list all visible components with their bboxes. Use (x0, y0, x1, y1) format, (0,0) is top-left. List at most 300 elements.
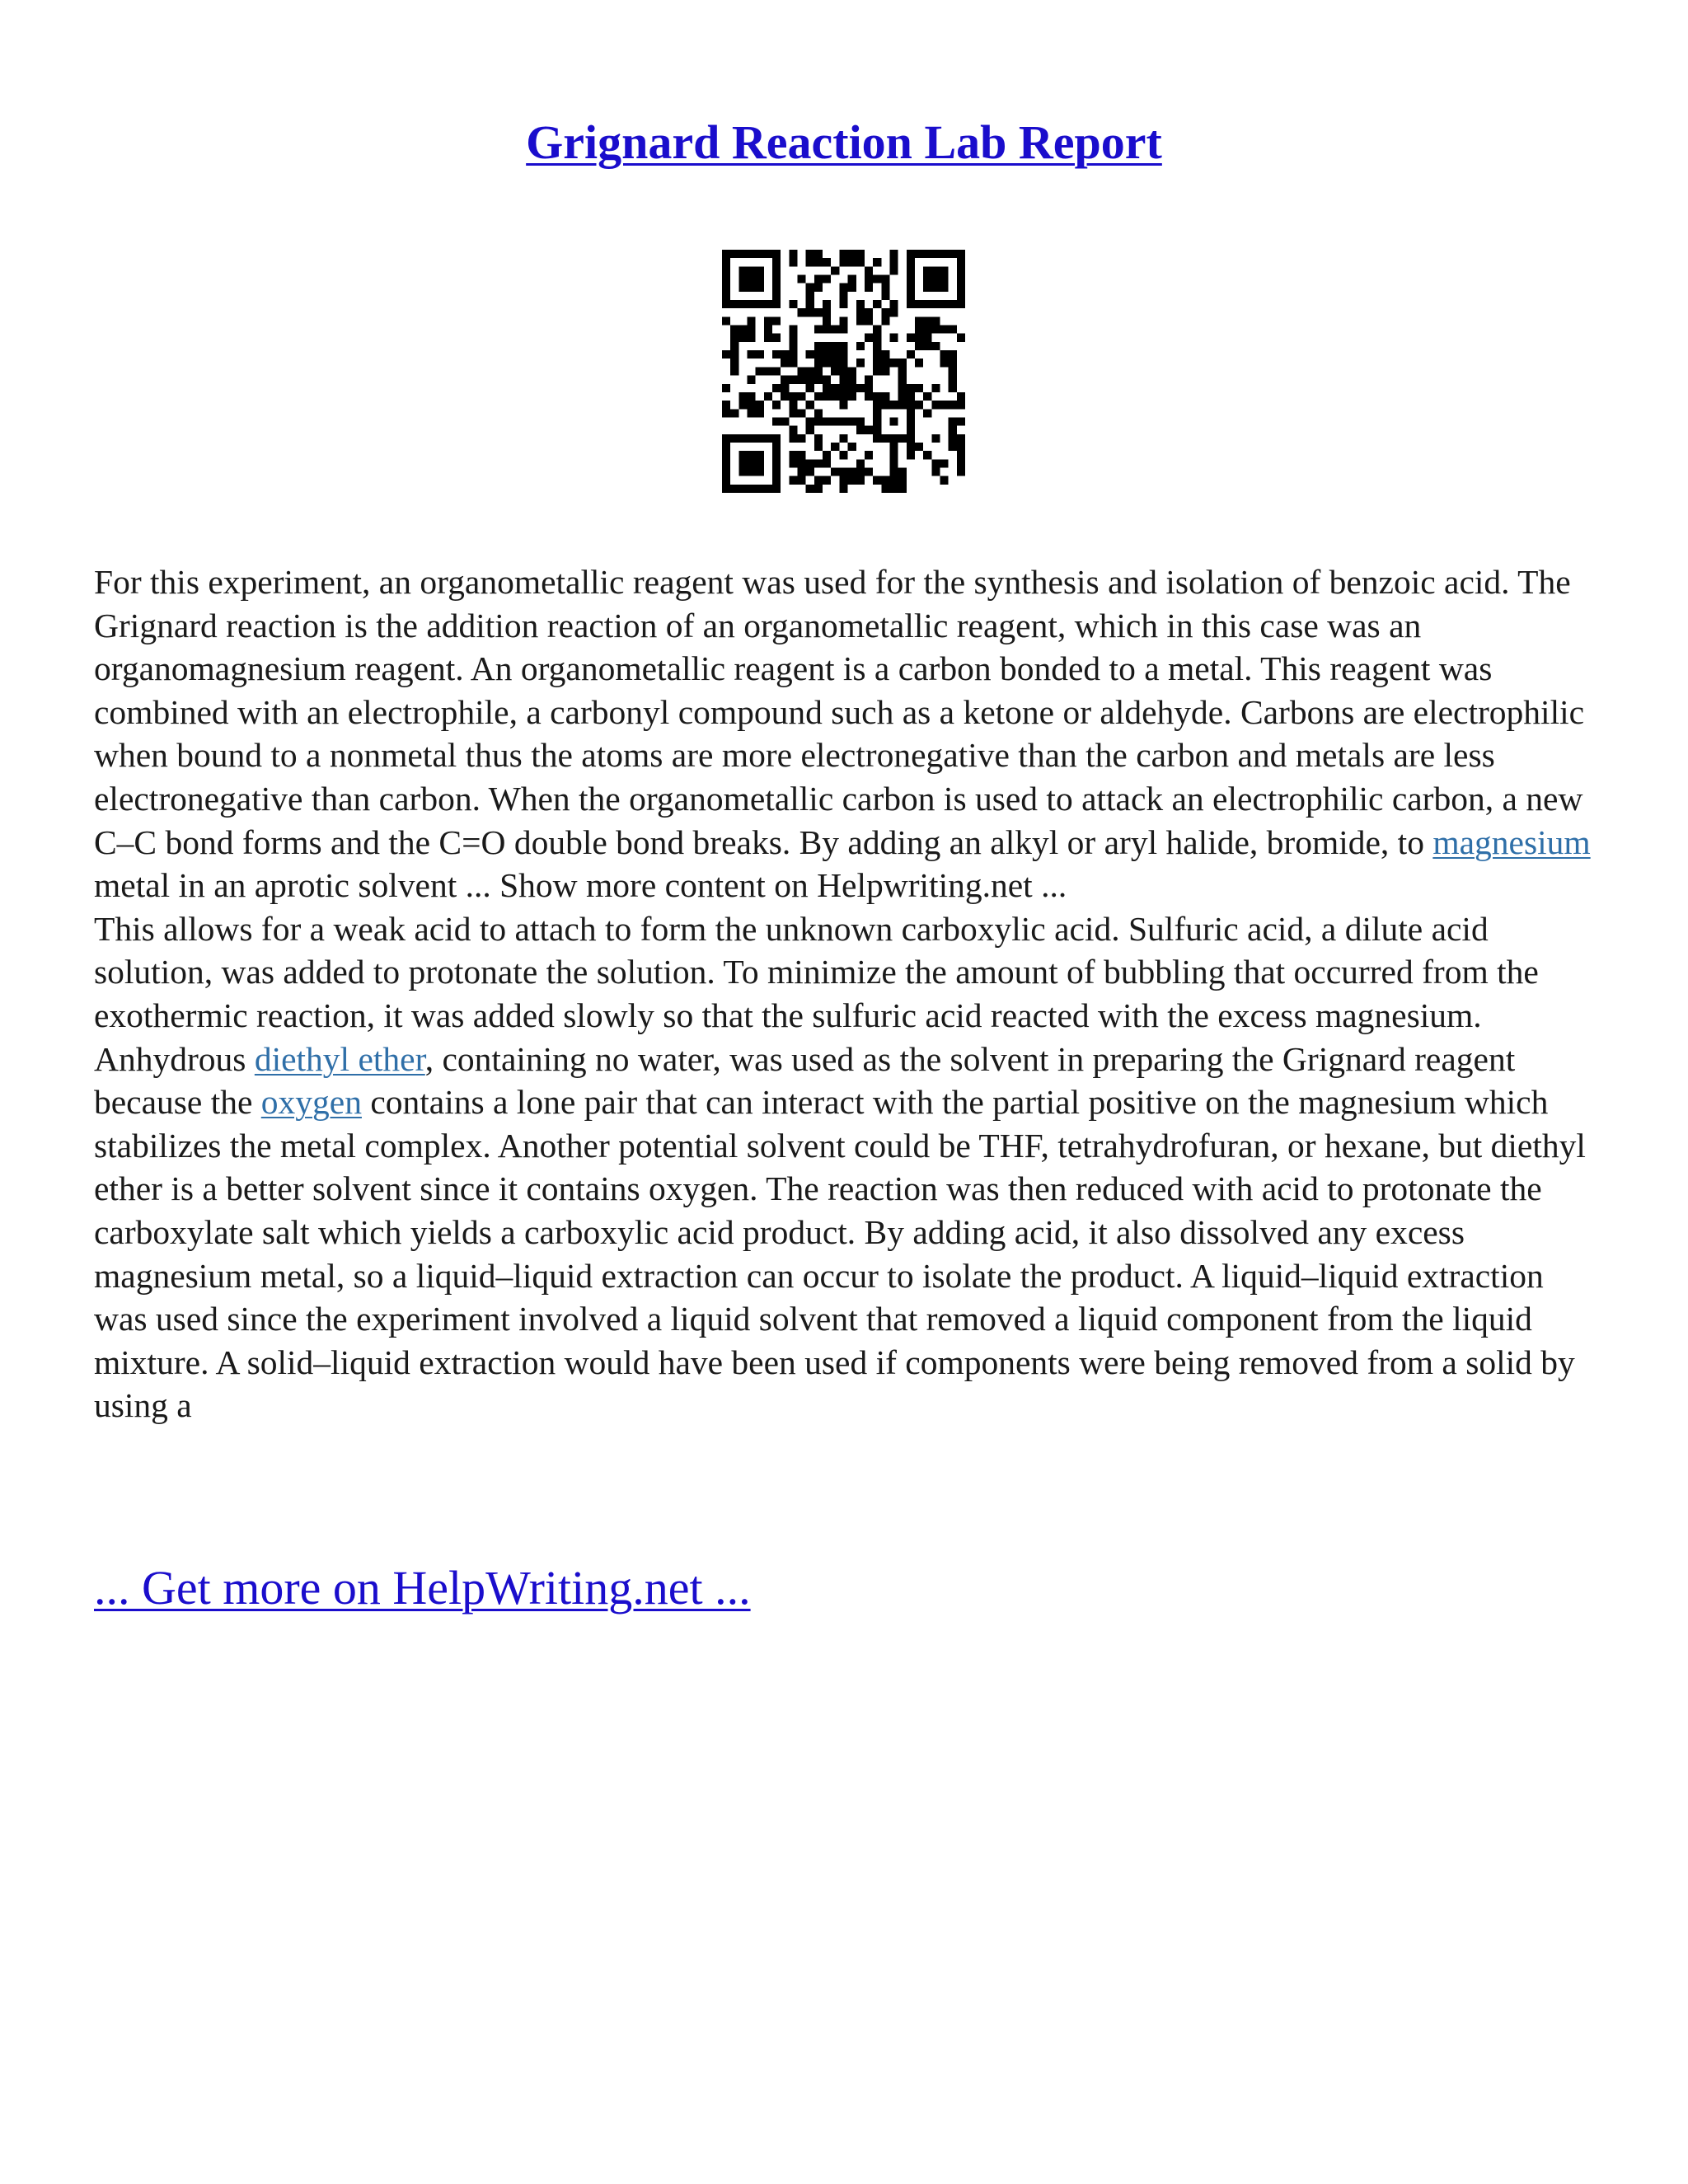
qr-module (738, 467, 747, 476)
qr-module (915, 326, 923, 334)
qr-module (730, 334, 738, 342)
qr-module (923, 342, 931, 350)
qr-module (772, 384, 781, 392)
qr-module (789, 326, 797, 334)
qr-module (923, 316, 931, 325)
qr-module (756, 350, 764, 359)
qr-module (865, 275, 873, 284)
qr-module (873, 300, 881, 308)
qr-module (730, 350, 738, 359)
qr-module (839, 284, 847, 292)
qr-module (789, 359, 797, 367)
qr-module (931, 300, 940, 308)
qr-module (923, 275, 931, 284)
qr-module (881, 434, 889, 443)
qr-module (756, 284, 764, 292)
qr-module (823, 326, 831, 334)
qr-module (848, 284, 856, 292)
qr-module (881, 350, 889, 359)
paragraph-1-text-a: For this experiment, an organometallic reagent was used for the synthesis and isolation of benzoic acid. The Grignard reaction is the addition reaction of an organometallic reagent, which in this case was an organomagnesium reagent. An organometallic reagent is a carbon bonded to a metal. This reagent was combined with an electrophile, a carbonyl compound such as a ketone or aldehyde. Carbons are electrophilic when bound to a nonmetal thus the atoms are more electronegative than the carbon and metals are less electronegative than carbon. When the organometallic carbon is used to attack an electrophilic carbon, a new C–C bond forms and the C=O double bond breaks. By adding an alkyl or aryl halide, bromide, to (94, 563, 1585, 861)
qr-module (748, 316, 756, 325)
qr-module (722, 266, 730, 274)
qr-module (772, 434, 781, 443)
qr-module (756, 250, 764, 258)
qr-module (738, 266, 747, 274)
qr-module (949, 300, 957, 308)
page-title (0, 114, 1688, 171)
qr-module (789, 300, 797, 308)
qr-module (738, 275, 747, 284)
qr-module (738, 284, 747, 292)
qr-module (722, 284, 730, 292)
qr-module (722, 258, 730, 266)
qr-module (772, 250, 781, 258)
qr-module (865, 316, 873, 325)
qr-module (730, 342, 738, 350)
qr-module (722, 401, 730, 409)
qr-module (722, 459, 730, 467)
qr-module (898, 367, 907, 375)
qr-module (848, 392, 856, 401)
qr-module (798, 476, 806, 485)
qr-module (823, 342, 831, 350)
qr-module (814, 350, 823, 359)
qr-module (764, 367, 772, 375)
qr-module (722, 316, 730, 325)
qr-module (931, 266, 940, 274)
qr-module (823, 459, 831, 467)
qr-module (907, 417, 915, 425)
qr-module (748, 409, 756, 417)
qr-module (873, 367, 881, 375)
qr-module (907, 392, 915, 401)
qr-module (915, 443, 923, 451)
qr-module (814, 326, 823, 334)
qr-module (772, 451, 781, 459)
qr-module (806, 350, 814, 359)
qr-module (957, 292, 965, 300)
qr-module (748, 300, 756, 308)
qr-module (949, 250, 957, 258)
qr-module (814, 308, 823, 316)
qr-module (889, 434, 898, 443)
qr-module (806, 467, 814, 476)
title-link[interactable]: Grignard Reaction Lab Report (526, 115, 1162, 169)
qr-module (923, 392, 931, 401)
qr-module (881, 316, 889, 325)
qr-module (949, 367, 957, 375)
qr-module (789, 426, 797, 434)
qr-module (722, 409, 730, 417)
qr-module (881, 392, 889, 401)
qr-module (772, 284, 781, 292)
qr-module (814, 342, 823, 350)
qr-module (798, 467, 806, 476)
qr-module (823, 308, 831, 316)
diethyl-ether-link[interactable]: diethyl ether (254, 1039, 425, 1078)
qr-module (756, 367, 764, 375)
qr-module (789, 434, 797, 443)
qr-module (898, 485, 907, 493)
qr-module (722, 300, 730, 308)
qr-module (748, 350, 756, 359)
qr-module (940, 250, 948, 258)
qr-module (781, 417, 789, 425)
qr-module (848, 275, 856, 284)
qr-module (915, 342, 923, 350)
qr-code-image (722, 250, 965, 493)
qr-module (756, 266, 764, 274)
qr-module (814, 392, 823, 401)
qr-module (923, 300, 931, 308)
qr-module (831, 467, 839, 476)
qr-module (949, 359, 957, 367)
qr-module (798, 392, 806, 401)
qr-module (848, 417, 856, 425)
qr-module (798, 367, 806, 375)
qr-module (881, 308, 889, 316)
qr-module (772, 367, 781, 375)
qr-module (839, 417, 847, 425)
qr-module (889, 451, 898, 459)
qr-module (889, 443, 898, 451)
qr-module (957, 334, 965, 342)
qr-module (764, 392, 772, 401)
qr-module (949, 417, 957, 425)
qr-module (865, 308, 873, 316)
qr-module (823, 350, 831, 359)
qr-module (798, 409, 806, 417)
qr-module (873, 417, 881, 425)
qr-module (957, 417, 965, 425)
qr-module (738, 326, 747, 334)
qr-module (889, 258, 898, 266)
qr-module (881, 275, 889, 284)
qr-module (931, 434, 940, 443)
qr-module (957, 266, 965, 274)
qr-module (814, 443, 823, 451)
qr-module (806, 250, 814, 258)
qr-module (806, 258, 814, 266)
qr-module (898, 384, 907, 392)
qr-module (823, 359, 831, 367)
qr-module (722, 384, 730, 392)
qr-module (949, 384, 957, 392)
qr-module (907, 350, 915, 359)
qr-module (889, 308, 898, 316)
qr-module (722, 350, 730, 359)
qr-module (957, 401, 965, 409)
qr-module (730, 359, 738, 367)
qr-module (865, 376, 873, 384)
qr-module (931, 316, 940, 325)
qr-module (789, 350, 797, 359)
qr-module (789, 342, 797, 350)
qr-module (748, 266, 756, 274)
paragraph-2 (94, 907, 1602, 1427)
qr-module (957, 300, 965, 308)
qr-module (931, 342, 940, 350)
qr-module (856, 459, 865, 467)
qr-module (957, 275, 965, 284)
qr-module (831, 266, 839, 274)
qr-module (814, 376, 823, 384)
qr-module (873, 275, 881, 284)
qr-module (865, 384, 873, 392)
qr-module (940, 326, 948, 334)
qr-module (823, 376, 831, 384)
qr-module (772, 316, 781, 325)
qr-module (738, 485, 747, 493)
qr-module (772, 401, 781, 409)
qr-module (730, 367, 738, 375)
qr-module (848, 367, 856, 375)
qr-module (931, 326, 940, 334)
qr-module (738, 401, 747, 409)
qr-module (781, 359, 789, 367)
qr-module (789, 409, 797, 417)
qr-module (798, 451, 806, 459)
qr-module (772, 266, 781, 274)
qr-module (748, 284, 756, 292)
qr-module (889, 359, 898, 367)
qr-module (957, 451, 965, 459)
qr-module (756, 434, 764, 443)
qr-module (722, 451, 730, 459)
qr-module (907, 334, 915, 342)
qr-module (738, 459, 747, 467)
qr-module (839, 258, 847, 266)
qr-module (756, 485, 764, 493)
qr-module (764, 326, 772, 334)
qr-module (881, 292, 889, 300)
qr-module (730, 434, 738, 443)
qr-module (831, 443, 839, 451)
qr-module (730, 409, 738, 417)
qr-module (839, 300, 847, 308)
qr-module (814, 275, 823, 284)
qr-module (839, 476, 847, 485)
qr-module (907, 426, 915, 434)
qr-module (764, 250, 772, 258)
qr-module (789, 376, 797, 384)
qr-module (915, 250, 923, 258)
qr-module (831, 367, 839, 375)
qr-module (865, 467, 873, 476)
qr-module (907, 451, 915, 459)
qr-module (806, 384, 814, 392)
qr-module (931, 459, 940, 467)
qr-module (823, 316, 831, 325)
qr-module (907, 434, 915, 443)
oxygen-link[interactable]: oxygen (260, 1083, 362, 1122)
qr-module (931, 284, 940, 292)
qr-module (898, 401, 907, 409)
qr-module (848, 250, 856, 258)
qr-module (949, 443, 957, 451)
qr-module (789, 459, 797, 467)
qr-module (907, 443, 915, 451)
qr-module (781, 384, 789, 392)
qr-module (907, 401, 915, 409)
qr-module (923, 266, 931, 274)
qr-module (789, 392, 797, 401)
qr-module (898, 434, 907, 443)
qr-module (730, 326, 738, 334)
qr-module (722, 275, 730, 284)
qr-module (823, 451, 831, 459)
qr-module (940, 284, 948, 292)
qr-module (856, 308, 865, 316)
qr-module (730, 300, 738, 308)
qr-module (907, 384, 915, 392)
qr-module (949, 434, 957, 443)
qr-module (839, 342, 847, 350)
qr-module (865, 284, 873, 292)
qr-module (873, 326, 881, 334)
qr-module (839, 376, 847, 384)
qr-module (806, 426, 814, 434)
qr-module (865, 426, 873, 434)
qr-module (873, 434, 881, 443)
qr-module (856, 476, 865, 485)
qr-module (931, 401, 940, 409)
qr-module (823, 384, 831, 392)
qr-module (738, 451, 747, 459)
qr-module (940, 459, 948, 467)
qr-module (764, 434, 772, 443)
qr-module (789, 401, 797, 409)
qr-module (772, 476, 781, 485)
get-more-link[interactable]: ... Get more on HelpWriting.net ... (94, 1561, 751, 1615)
qr-module (873, 359, 881, 367)
qr-module (756, 275, 764, 284)
qr-module (806, 300, 814, 308)
qr-module (865, 334, 873, 342)
paragraph-1-text-b: metal in an aprotic solvent ... Show more content on Helpwriting.net ... (94, 866, 1067, 905)
qr-module (748, 392, 756, 401)
qr-module (856, 417, 865, 425)
qr-module (957, 434, 965, 443)
qr-module (957, 443, 965, 451)
qr-module (839, 292, 847, 300)
qr-module (722, 485, 730, 493)
qr-module (789, 334, 797, 342)
qr-module (839, 392, 847, 401)
qr-module (907, 258, 915, 266)
qr-module (873, 409, 881, 417)
qr-module (873, 401, 881, 409)
paragraph-2-text-a: This allows for a weak acid to attach to form the unknown carboxylic acid. Sulfuric acid, a dilute acid solution, was added to protonate the solution. To minimize the amount of bubbling that occurred from the exothermic reaction, it was added slowly so that the sulfuric acid reacted with the excess magnesium. Anhydrous (94, 909, 1539, 1078)
qr-module (940, 266, 948, 274)
qr-module (931, 384, 940, 392)
qr-module (764, 316, 772, 325)
qr-module (907, 275, 915, 284)
qr-module (889, 300, 898, 308)
qr-module (915, 300, 923, 308)
qr-module (839, 467, 847, 476)
qr-module (856, 384, 865, 392)
qr-module (865, 266, 873, 274)
qr-module (738, 300, 747, 308)
qr-module (881, 485, 889, 493)
qr-module (949, 401, 957, 409)
qr-module (748, 467, 756, 476)
qr-module (957, 284, 965, 292)
qr-module (831, 417, 839, 425)
qr-module (814, 476, 823, 485)
qr-module (748, 326, 756, 334)
qr-module (940, 275, 948, 284)
qr-module (764, 334, 772, 342)
qr-module (848, 476, 856, 485)
qr-module (848, 258, 856, 266)
qr-module (806, 401, 814, 409)
qr-module (957, 467, 965, 476)
qr-module (881, 401, 889, 409)
qr-module (848, 467, 856, 476)
qr-module (814, 367, 823, 375)
qr-module (756, 300, 764, 308)
qr-module (889, 417, 898, 425)
qr-module (881, 367, 889, 375)
qr-module (907, 300, 915, 308)
qr-module (907, 284, 915, 292)
qr-module (756, 401, 764, 409)
qr-module (898, 359, 907, 367)
qr-module (873, 392, 881, 401)
qr-module (722, 443, 730, 451)
qr-module (789, 250, 797, 258)
qr-module (907, 266, 915, 274)
qr-module (798, 376, 806, 384)
qr-module (856, 467, 865, 476)
qr-module (748, 401, 756, 409)
qr-module (772, 258, 781, 266)
qr-module (839, 434, 847, 443)
qr-module (722, 476, 730, 485)
qr-module (756, 459, 764, 467)
qr-module (798, 275, 806, 284)
qr-module (889, 459, 898, 467)
qr-module (831, 392, 839, 401)
qr-module (839, 316, 847, 325)
qr-module (831, 350, 839, 359)
qr-module (873, 342, 881, 350)
qr-module (738, 434, 747, 443)
qr-module (940, 401, 948, 409)
qr-module (865, 451, 873, 459)
qr-module (814, 359, 823, 367)
qr-module (848, 384, 856, 392)
qr-module (823, 476, 831, 485)
qr-module (831, 384, 839, 392)
magnesium-link[interactable]: magnesium (1432, 823, 1591, 861)
qr-module (949, 376, 957, 384)
qr-module (957, 459, 965, 467)
qr-module (738, 334, 747, 342)
qr-module (806, 376, 814, 384)
qr-module (940, 350, 948, 359)
qr-module (748, 485, 756, 493)
qr-module (772, 417, 781, 425)
qr-module (915, 316, 923, 325)
qr-module (889, 250, 898, 258)
qr-module (772, 467, 781, 476)
paragraph-1 (94, 560, 1602, 907)
qr-module (839, 359, 847, 367)
qr-module (940, 359, 948, 367)
